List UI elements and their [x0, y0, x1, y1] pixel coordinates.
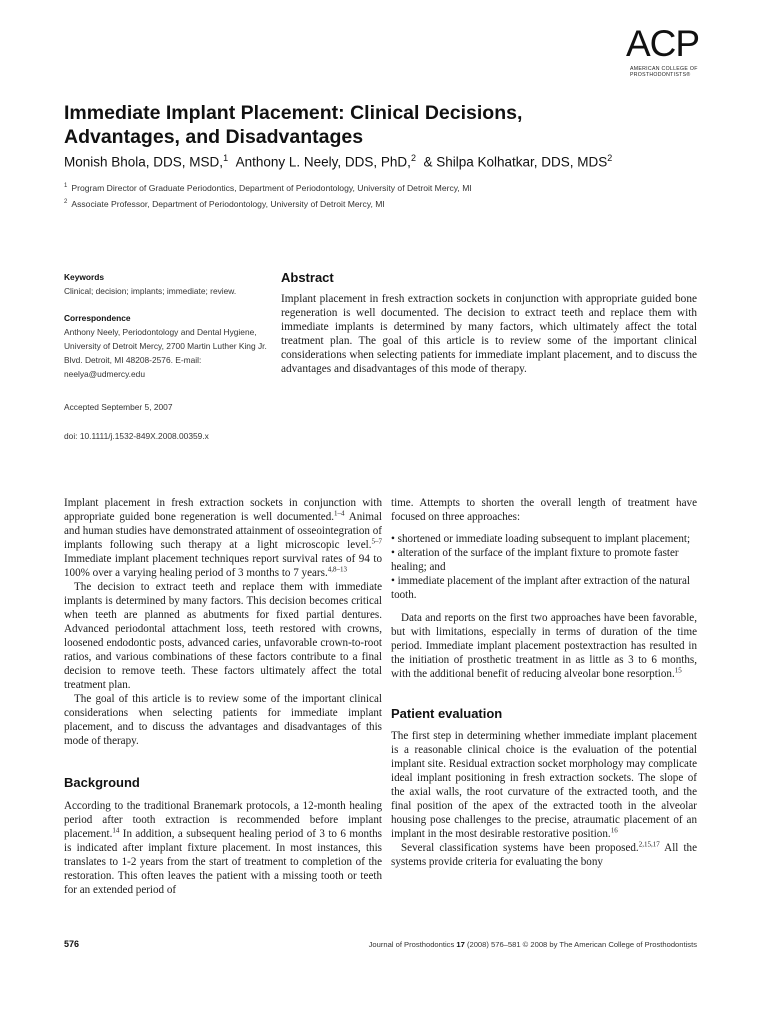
page-number: 576 — [64, 939, 80, 949]
paragraph — [64, 799, 382, 897]
section-heading-background: Background — [64, 775, 140, 790]
journal-name: Journal of Prosthodontics — [368, 940, 457, 949]
paragraph-text: Implant placement in fresh extraction sockets in conjunction with appropriate guided bone regeneration is well documented. — [64, 497, 382, 523]
doi: doi: 10.1111/j.1532-849X.2008.00359.x — [64, 431, 209, 441]
paragraph-text: In addition, a subsequent healing period of 3 to 6 months is indicated after implant fixture placement. In most instances, this translates to 1-2 years from the start of treatment to completion of the restoration. This often leaves the patient with a missing tooth or teeth for an extended period of — [64, 828, 382, 896]
list-item: • alteration of the surface of the implant fixture to promote faster healing; and — [391, 546, 697, 574]
abstract-body: Implant placement in fresh extraction sockets in conjunction with appropriate guided bone regeneration is well documented. The decision to extract teeth and replace them with immediate implants is determined by many factors, which ultimately affect the total treatment plan. The goal of this article is to review some of the important clinical considerations when selecting patients for immediate implant placement, and to discuss the advantages and disadvantages of this mode of therapy. — [281, 293, 697, 375]
author-affil-ref: 2 — [410, 153, 416, 163]
list-item: • shortened or immediate loading subsequent to implant placement; — [391, 532, 697, 546]
citation: 1–4 — [334, 509, 345, 518]
acp-logo-mark: ACP — [626, 23, 700, 64]
acp-logo-line1: AMERICAN COLLEGE OF — [630, 66, 698, 72]
correspondence-heading: Correspondence — [64, 313, 131, 323]
citation: 5–7 — [371, 537, 382, 546]
affiliation-list — [64, 179, 472, 211]
author-name: Anthony L. Neely, DDS, PhD, — [235, 154, 411, 170]
journal-volume: 17 — [456, 940, 465, 949]
accepted-date: Accepted September 5, 2007 — [64, 402, 173, 412]
affiliation — [64, 179, 472, 195]
body-column-left — [64, 496, 382, 897]
affiliation-text: Program Director of Graduate Periodontics, Department of Periodontology, University of Detroit Mercy, MI — [71, 182, 472, 193]
paragraph-text: According to the traditional Branemark protocols, a 12-month healing period after tooth extraction is recommended before implant placement. — [64, 800, 382, 840]
paragraph: The decision to extract teeth and replace them with immediate implants is determined by many factors. This decision becomes critical when teeth are planned as abutments for fixed partial dentures. Advanced periodontal attachment loss, teeth restored with crowns, loosened endodontic posts, advanced caries, unfavorable crown-to-root ratios, and various combinations of these factors contribute to a final decision to remove teeth. These factors ultimately affect the total treatment plan. — [64, 581, 382, 691]
approach-list — [391, 532, 697, 602]
section-heading-patient-evaluation: Patient evaluation — [391, 706, 503, 721]
citation: 2,15,17 — [638, 840, 660, 849]
correspondence: Anthony Neely, Periodontology and Dental Hygiene, University of Detroit Mercy, 2700 Martin Luther King Jr. Blvd. Detroit, MI 48208-2576. E-mail: neelya@udmercy.edu — [64, 327, 267, 379]
author-affil-ref: 1 — [223, 153, 229, 163]
paragraph-text: Several classification systems have been proposed. — [401, 842, 639, 854]
paragraph — [391, 611, 697, 681]
paragraph-text: Immediate implant placement techniques report survival rates of 94 to 100% over a varying healing period of 3 months to 7 years. — [64, 553, 382, 579]
paragraph: time. Attempts to shorten the overall length of treatment have focused on three approaches: — [391, 497, 697, 523]
author-name: & Shilpa Kolhatkar, DDS, MDS — [423, 154, 608, 170]
paragraph — [391, 729, 697, 841]
keywords-heading: Keywords — [64, 272, 105, 282]
citation: 15 — [674, 666, 682, 675]
list-item: • immediate placement of the implant after extraction of the natural tooth. — [391, 574, 697, 602]
affiliation-text: Associate Professor, Department of Periodontology, University of Detroit Mercy, MI — [71, 198, 385, 209]
citation: 14 — [112, 826, 120, 835]
journal-copyright: (2008) 576–581 © 2008 by The American College of Prosthodontists — [464, 940, 697, 949]
author-list — [64, 153, 612, 170]
paragraph-text: The first step in determining whether immediate implant placement is a reasonable clinical choice is the evaluation of the potential implant site. Residual extraction socket morphology may complicate ideal implant positioning in fresh extraction sockets. The slope of the axial walls, the root curvature of the extracted tooth, and the final position of the apex of the extracted tooth in the alveolar housing pose challenges to the precise, atraumatic placement of an implant in the most desirable restorative position. — [391, 730, 697, 840]
paragraph-text: All the systems provide criteria for evaluating the bony — [391, 842, 697, 868]
acp-logo — [624, 23, 706, 82]
paragraph — [391, 841, 697, 869]
article-title: Immediate Implant Placement: Clinical Decisions, Advantages, and Disadvantages — [64, 102, 523, 148]
author-name: Monish Bhola, DDS, MSD, — [64, 154, 224, 170]
paragraph-text: Animal and human studies have demonstrated attainment of osseointegration of implants following such therapy at a light microscopic level. — [64, 511, 382, 551]
journal-citation — [369, 940, 697, 949]
abstract-heading: Abstract — [281, 270, 334, 285]
acp-logo-subtitle — [630, 66, 698, 78]
affiliation — [64, 195, 472, 211]
paragraph — [64, 496, 382, 580]
body-column-right — [391, 496, 697, 869]
affiliation-number: 2 — [64, 198, 68, 205]
citation: 4,8–13 — [327, 565, 347, 574]
keywords: Clinical; decision; implants; immediate; review. — [64, 286, 237, 296]
affiliation-number: 1 — [64, 183, 68, 189]
paragraph-text: Data and reports on the first two approaches have been favorable, but with limitations, especially in terms of duration of the time period. Immediate implant placement postextraction has resulted in the initiation of prosthetic treatment in as little as 3 to 6 months, with the additional benefit of reducing alveolar bone resorption. — [391, 612, 697, 680]
author-affil-ref: 2 — [607, 153, 613, 163]
citation: 16 — [610, 826, 618, 835]
acp-logo-line2: PROSTHODONTISTS® — [630, 72, 691, 78]
paragraph: The goal of this article is to review some of the important clinical considerations when selecting patients for immediate implant placement, and to discuss the advantages and disadvantages of this mode of therapy. — [64, 693, 382, 747]
